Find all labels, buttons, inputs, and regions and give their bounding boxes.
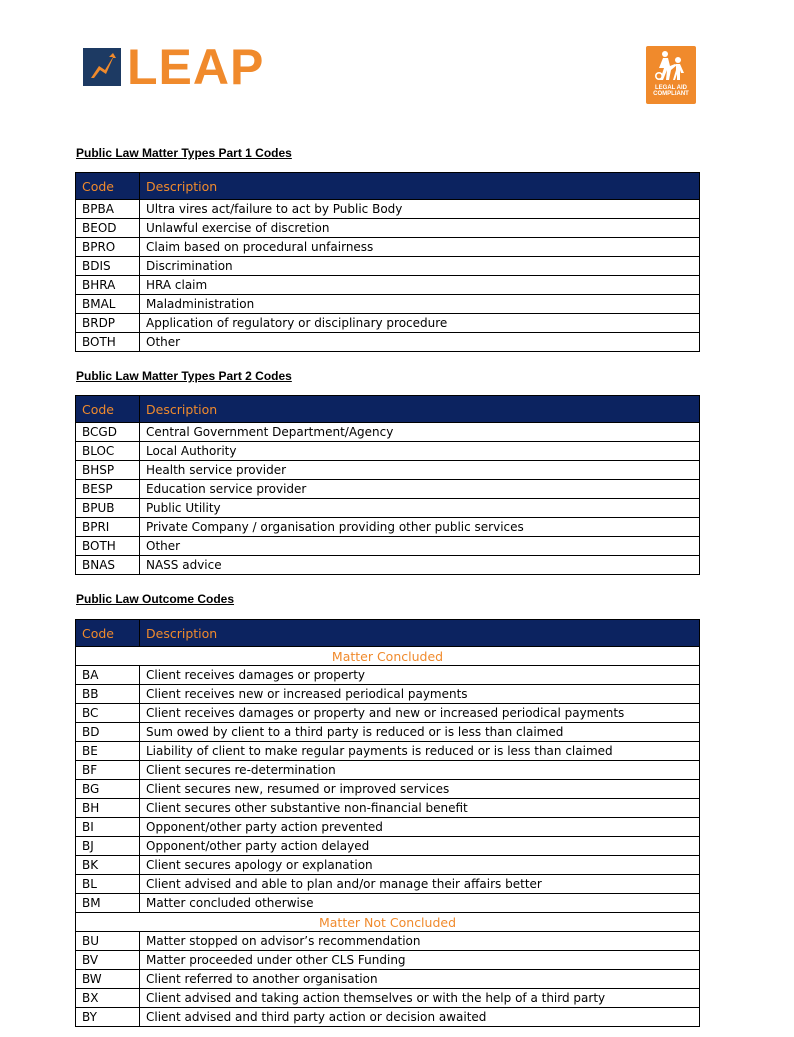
table-row [76,951,700,970]
description-cell: Sum owed by client to a third party is reduced or is less than claimed [140,723,700,742]
description-cell: Liability of client to make regular payments is reduced or is less than claimed [140,742,700,761]
code-cell: BF [76,761,140,780]
description-cell: Matter proceeded under other CLS Funding [140,951,700,970]
description-cell: HRA claim [140,276,700,295]
table-row [76,423,700,442]
code-cell: BY [76,1008,140,1027]
description-cell: Central Government Department/Agency [140,423,700,442]
table-row [76,499,700,518]
description-cell: Client receives damages or property and new or increased periodical payments [140,704,700,723]
table-row [76,257,700,276]
group-heading-row [76,913,700,932]
matter-types-part-1-table [75,172,700,352]
code-column-header: Code [76,173,140,200]
code-cell: BD [76,723,140,742]
table-row [76,518,700,537]
code-cell: BPUB [76,499,140,518]
description-cell: Health service provider [140,461,700,480]
section-title-outcome-codes: Public Law Outcome Codes [76,592,235,606]
table-row [76,723,700,742]
code-cell: BJ [76,837,140,856]
code-cell: BC [76,704,140,723]
section-title-matter-types-part-2: Public Law Matter Types Part 2 Codes [76,369,292,383]
leap-logo-text: LEAP [127,39,265,95]
description-column-header: Description [140,173,700,200]
code-cell: BL [76,875,140,894]
code-cell: BK [76,856,140,875]
table-row [76,666,700,685]
code-cell: BMAL [76,295,140,314]
code-cell: BPRO [76,238,140,257]
code-cell: BV [76,951,140,970]
description-cell: Client advised and taking action themselves or with the help of a third party [140,989,700,1008]
section-title-matter-types-part-1: Public Law Matter Types Part 1 Codes [76,146,292,160]
code-cell: BE [76,742,140,761]
description-cell: Client secures re-determination [140,761,700,780]
code-cell: BHRA [76,276,140,295]
description-column-header: Description [140,396,700,423]
description-cell: Discrimination [140,257,700,276]
code-cell: BCGD [76,423,140,442]
table-row [76,704,700,723]
table-row [76,556,700,575]
description-cell: Claim based on procedural unfairness [140,238,700,257]
table-header-row [76,620,700,647]
code-cell: BX [76,989,140,1008]
code-cell: BDIS [76,257,140,276]
table-row [76,894,700,913]
description-cell: Matter concluded otherwise [140,894,700,913]
table-row [76,276,700,295]
group-heading-row [76,647,700,666]
description-cell: Client referred to another organisation [140,970,700,989]
code-cell: BB [76,685,140,704]
table-row [76,799,700,818]
description-cell: Client secures other substantive non-financial benefit [140,799,700,818]
code-cell: BM [76,894,140,913]
leap-logo [83,39,265,95]
outcome-codes-table [75,619,700,1027]
legal-aid-people-icon [651,46,691,84]
table-row [76,1008,700,1027]
description-cell: Application of regulatory or disciplinary procedure [140,314,700,333]
table-header-row [76,396,700,423]
table-row [76,537,700,556]
table-row [76,442,700,461]
table-row [76,238,700,257]
description-cell: Client receives new or increased periodical payments [140,685,700,704]
description-cell: Ultra vires act/failure to act by Public Body [140,200,700,219]
code-cell: BA [76,666,140,685]
description-cell: Matter stopped on advisor’s recommendation [140,932,700,951]
table-row [76,685,700,704]
group-heading-matter-concluded: Matter Concluded [76,647,700,666]
code-cell: BEOD [76,219,140,238]
description-cell: Other [140,333,700,352]
description-column-header: Description [140,620,700,647]
description-cell: Client advised and third party action or decision awaited [140,1008,700,1027]
table-row [76,200,700,219]
table-row [76,219,700,238]
code-cell: BHSP [76,461,140,480]
description-cell: Opponent/other party action prevented [140,818,700,837]
table-row [76,780,700,799]
table-header-row [76,173,700,200]
group-heading-matter-not-concluded: Matter Not Concluded [76,913,700,932]
code-cell: BPRI [76,518,140,537]
table-row [76,295,700,314]
matter-types-part-2-table [75,395,700,575]
table-row [76,742,700,761]
table-row [76,837,700,856]
description-cell: Client advised and able to plan and/or manage their affairs better [140,875,700,894]
description-cell: Private Company / organisation providing other public services [140,518,700,537]
code-cell: BRDP [76,314,140,333]
description-cell: Client receives damages or property [140,666,700,685]
code-cell: BPBA [76,200,140,219]
code-cell: BESP [76,480,140,499]
table-row [76,875,700,894]
description-cell: NASS advice [140,556,700,575]
code-column-header: Code [76,396,140,423]
code-cell: BW [76,970,140,989]
table-row [76,314,700,333]
table-row [76,480,700,499]
table-row [76,970,700,989]
description-cell: Client secures apology or explanation [140,856,700,875]
leap-logo-mark-icon [83,48,121,86]
table-row [76,461,700,480]
description-cell: Opponent/other party action delayed [140,837,700,856]
description-cell: Other [140,537,700,556]
table-row [76,818,700,837]
description-cell: Maladministration [140,295,700,314]
table-row [76,856,700,875]
code-cell: BG [76,780,140,799]
code-cell: BH [76,799,140,818]
description-cell: Education service provider [140,480,700,499]
description-cell: Public Utility [140,499,700,518]
code-cell: BU [76,932,140,951]
badge-text: LEGAL AID COMPLIANT [653,85,689,97]
legal-aid-compliant-badge [646,46,696,104]
table-row [76,989,700,1008]
description-cell: Local Authority [140,442,700,461]
table-row [76,932,700,951]
description-cell: Client secures new, resumed or improved services [140,780,700,799]
code-cell: BLOC [76,442,140,461]
code-cell: BOTH [76,537,140,556]
code-column-header: Code [76,620,140,647]
code-cell: BI [76,818,140,837]
code-cell: BOTH [76,333,140,352]
code-cell: BNAS [76,556,140,575]
table-row [76,333,700,352]
table-row [76,761,700,780]
description-cell: Unlawful exercise of discretion [140,219,700,238]
